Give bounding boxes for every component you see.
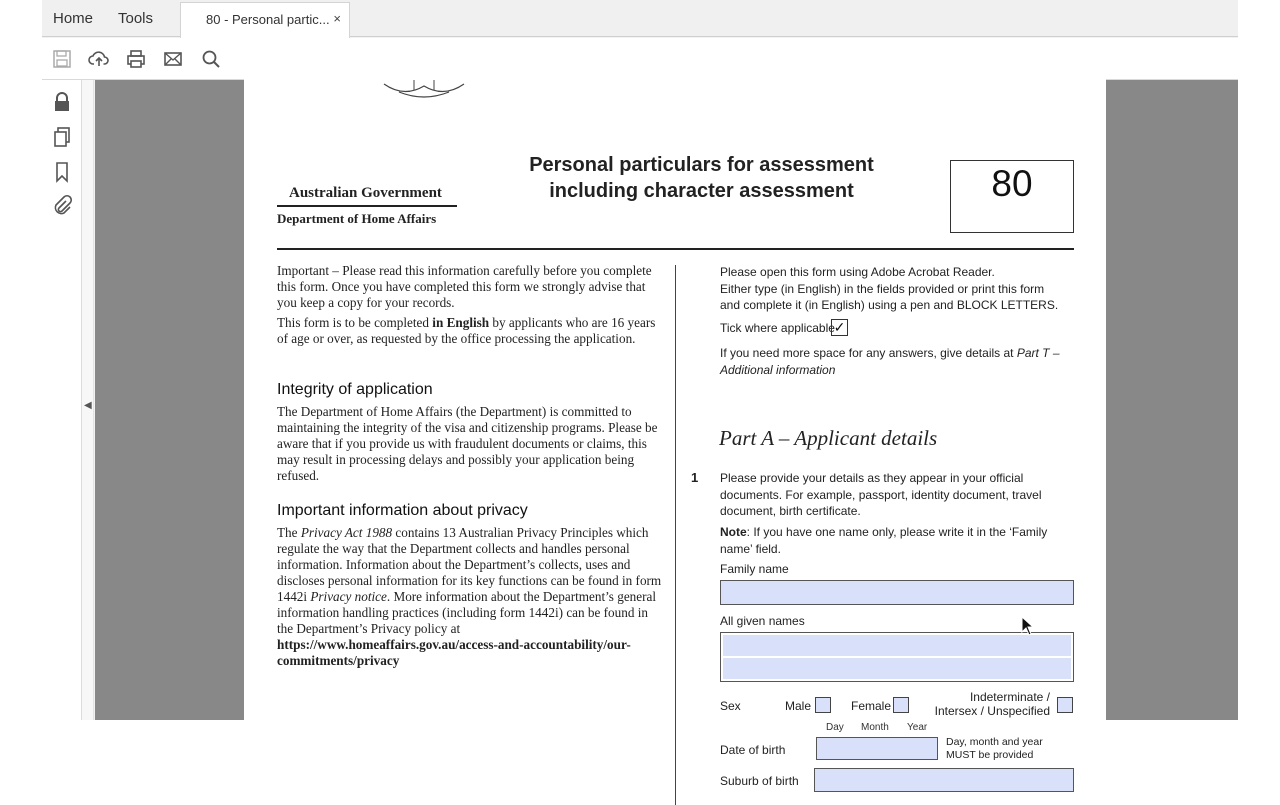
question-1-note <box>720 524 1065 557</box>
english-text-c: by applicants who are 16 years of age or over, as requested by the office processing the application. <box>277 315 656 346</box>
family-name-field[interactable] <box>720 580 1074 605</box>
form-number-box <box>950 160 1074 233</box>
privacy-heading: Important information about privacy <box>277 502 528 519</box>
instructions <box>720 264 1080 314</box>
note-label: Note <box>720 525 747 539</box>
tab-home[interactable]: Home <box>53 10 94 27</box>
document-tab[interactable] <box>180 2 350 38</box>
dob-label: Date of birth <box>720 743 786 757</box>
search-icon[interactable] <box>198 46 224 72</box>
dob-note-line-2: MUST be provided <box>946 749 1034 761</box>
dob-field[interactable] <box>816 737 938 760</box>
male-checkbox[interactable] <box>815 697 831 713</box>
indeterminate-line-1: Indeterminate / <box>969 690 1050 704</box>
question-1-text: Please provide your details as they appear in your official documents. For example, passport, identity document, travel document, birth certificate. <box>720 471 1042 518</box>
more-space-text: If you need more space for any answers, give details at <box>720 346 1017 360</box>
indeterminate-label <box>934 690 1050 718</box>
header-divider <box>277 248 1074 250</box>
form-number: 80 <box>991 163 1033 204</box>
month-label: Month <box>861 722 889 733</box>
instruction-line-2: Either type (in English) in the fields provided or print this form <box>720 281 1045 296</box>
more-space-note <box>720 345 1080 378</box>
upload-icon[interactable] <box>86 46 112 72</box>
privacy-text-a: The <box>277 525 301 540</box>
dob-note-line-1: Day, month and year <box>946 736 1043 748</box>
attachment-icon[interactable] <box>50 193 74 217</box>
privacy-paragraph <box>277 525 662 669</box>
tick-label: Tick where applicable <box>720 321 835 335</box>
instruction-line-1: Please open this form using Adobe Acrobat Reader. <box>720 265 995 279</box>
panel-collapse-handle[interactable] <box>82 80 94 720</box>
coat-of-arms-icon <box>354 80 494 102</box>
english-text-a: This form is to be completed <box>277 315 433 330</box>
document-viewer[interactable] <box>95 80 1238 788</box>
privacy-notice-name: Privacy notice <box>310 589 387 604</box>
gov-name: Australian Government <box>289 185 442 201</box>
lock-icon[interactable] <box>50 90 74 114</box>
save-icon[interactable] <box>49 46 75 72</box>
dept-name: Department of Home Affairs <box>277 211 437 226</box>
english-paragraph <box>277 315 659 347</box>
privacy-text-c: contains 13 Australian Privacy Principles which regulate the way that the Department collects and handles personal information. Information about the Department’s collects, uses and discloses personal information for its key functions can be found in form 1442i <box>277 525 662 604</box>
tick-example-box: ✓ <box>831 319 848 336</box>
intro-paragraph: Important – Please read this information carefully before you complete this form. Once you have completed this form we strongly advise that you keep a copy for your records. <box>277 263 652 310</box>
family-name-label: Family name <box>720 562 789 576</box>
privacy-policy-link[interactable]: https://www.homeaffairs.gov.au/access-and-accountability/our-commitments/privacy <box>277 637 631 668</box>
instruction-line-3: and complete it (in English) using a pen and BLOCK LETTERS. <box>720 298 1059 312</box>
privacy-act-name: Privacy Act 1988 <box>300 525 393 540</box>
dob-note <box>946 736 1043 762</box>
given-names-field-1[interactable] <box>723 635 1071 656</box>
suburb-field[interactable] <box>814 768 1074 792</box>
part-a-heading: Part A – Applicant details <box>719 426 938 450</box>
column-divider <box>675 265 676 805</box>
privacy-text-e: . More information about the Department’s general information handling practices (including form 1442i) can be found in the Department’s Privacy policy at <box>277 589 657 636</box>
form-title-line-2: including character assessment <box>549 180 854 202</box>
chevron-left-icon: ◀ <box>84 400 92 411</box>
integrity-paragraph: The Department of Home Affairs (the Department) is committed to maintaining the integrity of the visa and citizenship programs. Please be aware that if you provide us with fraudulent documents or claims, this may result in processing delays and possibly your application being refused. <box>277 404 658 483</box>
tab-bar <box>42 0 1238 37</box>
form-title <box>514 152 889 204</box>
given-names-field-2[interactable] <box>723 658 1071 679</box>
close-tab-icon[interactable]: × <box>333 11 341 26</box>
acrobat-window <box>42 0 1238 788</box>
note-text: : If you have one name only, please write it in the ‘Family name’ field. <box>720 525 1048 556</box>
mouse-cursor-icon <box>1021 616 1035 638</box>
given-names-group <box>720 632 1074 682</box>
year-label: Year <box>907 722 928 733</box>
female-label: Female <box>851 699 892 713</box>
male-label: Male <box>785 699 812 713</box>
indeterminate-line-2: Intersex / Unspecified <box>934 704 1050 718</box>
english-text-bold: in English <box>432 315 490 330</box>
pdf-page <box>244 40 1106 800</box>
mail-icon[interactable] <box>160 46 186 72</box>
question-1-number: 1 <box>691 470 699 485</box>
pages-icon[interactable] <box>50 125 74 149</box>
additional-info-ref: Additional information <box>720 362 836 377</box>
indeterminate-checkbox[interactable] <box>1057 697 1073 713</box>
left-rail <box>42 80 82 720</box>
tab-tools[interactable]: Tools <box>118 10 154 27</box>
bookmark-icon[interactable] <box>50 160 74 184</box>
given-names-label: All given names <box>720 614 805 628</box>
header-rule <box>277 205 457 207</box>
sex-label: Sex <box>720 699 741 713</box>
document-tab-title: 80 - Personal partic... <box>206 12 330 27</box>
integrity-heading: Integrity of application <box>277 381 433 398</box>
print-icon[interactable] <box>123 46 149 72</box>
suburb-label: Suburb of birth <box>720 774 799 788</box>
day-label: Day <box>826 722 844 733</box>
form-title-line-1: Personal particulars for assessment <box>529 154 874 176</box>
female-checkbox[interactable] <box>893 697 909 713</box>
part-t-ref: Part T – <box>1016 346 1060 360</box>
